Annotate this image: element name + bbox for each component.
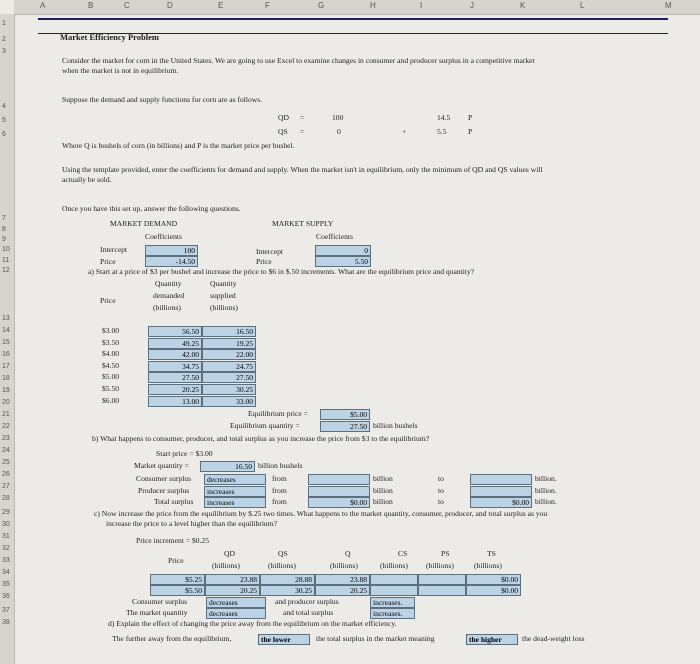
row-header-20[interactable]: 20: [2, 399, 10, 406]
table-supplied-cell[interactable]: 22.00: [202, 349, 256, 360]
surplus-from-cell[interactable]: $0.00: [308, 497, 370, 508]
start-price: Start price = $3.00: [156, 449, 213, 458]
surplus-unit2: billion.: [535, 497, 557, 506]
lower-cell[interactable]: the lower: [258, 634, 310, 645]
price-increment: Price increment = $0.25: [136, 536, 210, 545]
qd-label: QD: [278, 113, 289, 122]
surplus-direction-cell[interactable]: increases: [204, 497, 266, 508]
mq-result-cell[interactable]: decreases: [206, 608, 266, 619]
surplus-to: to: [438, 497, 444, 506]
surplus-to: to: [438, 474, 444, 483]
table-demanded-cell[interactable]: 20.25: [148, 384, 202, 395]
table-supplied-cell[interactable]: 16.50: [202, 326, 256, 337]
row-header-11[interactable]: 11: [2, 257, 10, 264]
row-header-bar: [0, 14, 15, 664]
row-header-21[interactable]: 21: [2, 411, 10, 418]
eq-qty-label: Equilibrium quantity =: [230, 421, 300, 430]
question-a: a) Start at a price of $3 per bushel and increase the price to $6 in $.50 increments. What are the equilibrium price and quantity?: [88, 267, 475, 276]
demand-price-cell[interactable]: -14.50: [145, 256, 198, 267]
ts-label: and total surplus: [283, 608, 334, 617]
qs-p: P: [468, 127, 473, 136]
table-demanded-cell[interactable]: 42.00: [148, 349, 202, 360]
column-header-K[interactable]: K: [520, 1, 526, 10]
eq-qty-unit: billion bushels: [373, 421, 418, 430]
demand-coef-label: Coefficients: [145, 232, 182, 241]
using-line-2: actually be sold.: [62, 175, 112, 184]
further-text-3: the dead-weight loss: [522, 634, 585, 643]
column-header-L[interactable]: L: [580, 1, 585, 10]
demand-intercept-label: Intercept: [100, 245, 127, 254]
row-header-8[interactable]: 8: [2, 226, 6, 233]
c-qd-cell[interactable]: 20.25: [205, 585, 260, 596]
eq-price-cell[interactable]: $5.00: [320, 409, 370, 420]
c-qs-header: QS: [278, 549, 288, 558]
c-qs-cell[interactable]: 28.88: [260, 574, 315, 585]
c-price-header: Price: [168, 556, 184, 565]
surplus-to-cell[interactable]: [470, 474, 532, 485]
c-cs-cell[interactable]: [370, 585, 418, 596]
c-price-cell[interactable]: $5.25: [150, 574, 205, 585]
surplus-to-cell[interactable]: $0.00: [470, 497, 532, 508]
page-title: Market Efficiency Problem: [60, 32, 159, 42]
qty-header-d: Quantity: [155, 279, 182, 288]
table-demanded-cell[interactable]: 49.25: [148, 338, 202, 349]
ps-label: and producer surplus: [275, 597, 339, 606]
table-price: $5.00: [102, 372, 120, 382]
row-header-17[interactable]: 17: [2, 363, 10, 370]
row-header-9[interactable]: 9: [2, 236, 6, 243]
question-c-2: increase the price to a level higher than the equilibrium?: [106, 519, 278, 528]
c-q-header: Q: [345, 549, 351, 558]
c-q-cell[interactable]: 23.88: [315, 574, 370, 585]
further-text-1: The further away from the equilibrium,: [112, 634, 232, 643]
table-supplied-cell[interactable]: 27.50: [202, 372, 256, 383]
qd-constant: 100: [332, 113, 344, 122]
supply-label: MARKET SUPPLY: [272, 219, 334, 228]
row-header-12[interactable]: 12: [2, 267, 10, 274]
row-header-32[interactable]: 32: [2, 545, 10, 552]
cs-label: Consumer surplus: [132, 597, 188, 606]
row-header-36[interactable]: 36: [2, 593, 10, 600]
table-demanded-cell[interactable]: 13.00: [148, 396, 202, 407]
cs-result-cell[interactable]: decreases: [206, 597, 266, 608]
supply-intercept-cell[interactable]: 0: [315, 245, 371, 256]
row-header-23[interactable]: 23: [2, 435, 10, 442]
qd-equals: =: [300, 113, 305, 122]
row-header-13[interactable]: 13: [2, 315, 10, 322]
price-header: Price: [100, 296, 116, 305]
ps-result-cell[interactable]: increases.: [370, 597, 415, 608]
surplus-label: Producer surplus: [138, 485, 190, 495]
billions-header-d: (billions): [153, 303, 181, 312]
qs-equals: =: [300, 127, 305, 136]
surplus-direction-cell[interactable]: decreases: [204, 474, 266, 485]
demand-intercept-cell[interactable]: 100: [145, 245, 198, 256]
c-ts-bil: (billions): [474, 561, 502, 570]
table-price: $3.00: [102, 326, 120, 335]
table-demanded-cell[interactable]: 27.50: [148, 372, 202, 383]
row-header-37[interactable]: 37: [2, 607, 10, 614]
column-header-E[interactable]: E: [218, 1, 224, 10]
table-demanded-cell[interactable]: 56.50: [148, 326, 202, 337]
table-price: $3.50: [102, 337, 120, 347]
once-text: Once you have this set up, answer the following questions.: [62, 204, 241, 213]
row-header-18[interactable]: 18: [2, 375, 10, 382]
c-ps-cell[interactable]: [418, 574, 466, 585]
demanded-header: demanded: [153, 291, 185, 300]
intro-line-1: Consider the market for corn in the United States. We are going to use Excel to examine changes in consumer and producer surplus in a competitive market: [62, 56, 535, 65]
c-qd-bil: (billions): [212, 561, 240, 570]
column-header-H[interactable]: H: [370, 1, 376, 10]
row-header-29[interactable]: 29: [2, 509, 10, 516]
mkt-qty-cell[interactable]: 16.50: [200, 461, 255, 472]
c-ts-cell[interactable]: $0.00: [466, 574, 521, 585]
surplus-from-cell[interactable]: [308, 474, 370, 485]
further-text-2: the total surplus in the market meaning: [316, 634, 435, 643]
question-b: b) What happens to consumer, producer, and total surplus as you increase the price from $3 to the equilibrium?: [92, 434, 430, 443]
row-header-34[interactable]: 34: [2, 569, 10, 576]
row-header-14[interactable]: 14: [2, 327, 10, 334]
qs-constant: 0: [337, 127, 341, 136]
table-price: $4.50: [102, 360, 120, 370]
surplus-unit2: billion.: [535, 474, 557, 483]
table-supplied-cell[interactable]: 19.25: [202, 338, 256, 349]
surplus-unit2: billion.: [535, 485, 557, 495]
column-header-B[interactable]: B: [88, 1, 94, 10]
higher-cell[interactable]: the higher: [466, 634, 518, 645]
c-cs-cell[interactable]: [370, 574, 418, 585]
c-ps-cell[interactable]: [418, 585, 466, 596]
row-header-19[interactable]: 19: [2, 387, 10, 394]
table-supplied-cell[interactable]: 33.00: [202, 396, 256, 407]
row-header-31[interactable]: 31: [2, 533, 10, 540]
row-header-15[interactable]: 15: [2, 339, 10, 346]
column-header-G[interactable]: G: [318, 1, 325, 10]
row-header-26[interactable]: 26: [2, 471, 10, 478]
supplied-header: supplied: [210, 291, 236, 300]
demand-label: MARKET DEMAND: [110, 219, 178, 228]
row-header-25[interactable]: 25: [2, 459, 10, 466]
surplus-label: Consumer surplus: [136, 474, 192, 483]
mkt-qty-unit: billion bushels: [258, 461, 303, 470]
c-price-cell[interactable]: $5.50: [150, 585, 205, 596]
intro-line-2: when the market is not in equilibrium.: [62, 66, 179, 75]
column-header-bar: [14, 0, 700, 15]
table-price: $4.00: [102, 349, 120, 359]
c-cs-bil: (billions): [380, 561, 408, 570]
surplus-to: to: [438, 485, 444, 495]
using-line-1: Using the template provided, enter the coefficients for demand and supply. When the market isn't in equilibrium, only the minimum of QD and QS values will: [62, 165, 543, 174]
c-ps-header: PS: [441, 549, 450, 558]
column-header-I[interactable]: I: [420, 1, 423, 10]
c-ts-header: TS: [487, 549, 496, 558]
qd-coef: 14.5: [437, 113, 451, 122]
c-ts-cell[interactable]: $0.00: [466, 585, 521, 596]
suppose-text: Suppose the demand and supply functions for corn are as follows.: [62, 95, 263, 104]
row-header-33[interactable]: 33: [2, 557, 10, 564]
eq-qty-cell[interactable]: 27.50: [320, 421, 370, 432]
supply-coef-label: Coefficients: [316, 232, 353, 241]
c-q-cell[interactable]: 20.25: [315, 585, 370, 596]
column-header-J[interactable]: J: [470, 1, 474, 10]
row-header-7[interactable]: 7: [2, 215, 6, 222]
qd-p: P: [468, 113, 473, 122]
surplus-unit1: billion: [373, 474, 393, 483]
qty-header-s: Quantity: [210, 279, 237, 288]
supply-price-label: Price: [256, 257, 272, 266]
eq-price-label: Equilibrium price =: [248, 409, 308, 418]
column-header-D[interactable]: D: [167, 1, 173, 10]
mq-label: The market quantity: [126, 608, 188, 617]
qs-coef: 5.5: [437, 127, 447, 136]
supply-intercept-label: Intercept: [256, 247, 283, 256]
qs-label: QS: [278, 127, 288, 136]
table-demanded-cell[interactable]: 34.75: [148, 361, 202, 372]
row-header-1[interactable]: 1: [2, 20, 6, 27]
row-header-30[interactable]: 30: [2, 521, 10, 528]
c-cs-header: CS: [398, 549, 408, 558]
billions-header-s: (billions): [210, 303, 238, 312]
ts-result-cell[interactable]: increases.: [370, 608, 415, 619]
table-price: $5.50: [102, 384, 120, 393]
surplus-from: from: [272, 485, 287, 495]
row-header-6[interactable]: 6: [2, 131, 6, 138]
supply-price-cell[interactable]: 5.50: [315, 256, 371, 267]
column-header-M[interactable]: M: [665, 1, 672, 10]
row-header-3[interactable]: 3: [2, 48, 6, 55]
surplus-unit1: billion: [373, 485, 393, 495]
table-supplied-cell[interactable]: 30.25: [202, 384, 256, 395]
surplus-label: Total surplus: [154, 497, 194, 506]
column-header-A[interactable]: A: [40, 1, 46, 10]
c-qs-bil: (billions): [268, 561, 296, 570]
row-header-4[interactable]: 4: [2, 103, 6, 110]
row-header-10[interactable]: 10: [2, 246, 10, 253]
c-ps-bil: (billions): [426, 561, 454, 570]
row-header-38[interactable]: 38: [2, 619, 10, 626]
row-header-28[interactable]: 28: [2, 495, 10, 502]
row-header-27[interactable]: 27: [2, 483, 10, 490]
row-header-2[interactable]: 2: [2, 36, 6, 43]
column-header-C[interactable]: C: [124, 1, 130, 10]
c-qs-cell[interactable]: 30.25: [260, 585, 315, 596]
where-text: Where Q is bushels of corn (in billions) and P is the market price per bushel.: [62, 141, 295, 150]
c-qd-cell[interactable]: 23.88: [205, 574, 260, 585]
surplus-to-cell[interactable]: [470, 486, 532, 497]
row-header-24[interactable]: 24: [2, 447, 10, 454]
question-c-1: c) Now increase the price from the equilibrium by $.25 two times. What happens to the market quantity, consumer, producer, and total surplus as you: [94, 509, 548, 518]
column-header-F[interactable]: F: [265, 1, 270, 10]
surplus-from: from: [272, 474, 287, 483]
row-header-35[interactable]: 35: [2, 581, 10, 588]
surplus-from-cell[interactable]: [308, 486, 370, 497]
row-header-16[interactable]: 16: [2, 351, 10, 358]
question-d: d) Explain the effect of changing the price away from the equilibrium on the market efficiency.: [108, 619, 397, 628]
demand-price-label: Price: [100, 257, 116, 266]
c-q-bil: (billions): [330, 561, 358, 570]
surplus-direction-cell[interactable]: increases: [204, 486, 266, 497]
surplus-unit1: billion: [373, 497, 393, 506]
table-supplied-cell[interactable]: 24.75: [202, 361, 256, 372]
c-qd-header: QD: [224, 549, 235, 558]
row-header-5[interactable]: 5: [2, 117, 6, 124]
row-header-22[interactable]: 22: [2, 423, 10, 430]
table-price: $6.00: [102, 395, 120, 405]
qs-plus: +: [402, 127, 407, 136]
mkt-qty-label: Market quantity =: [134, 461, 189, 470]
surplus-from: from: [272, 497, 287, 506]
